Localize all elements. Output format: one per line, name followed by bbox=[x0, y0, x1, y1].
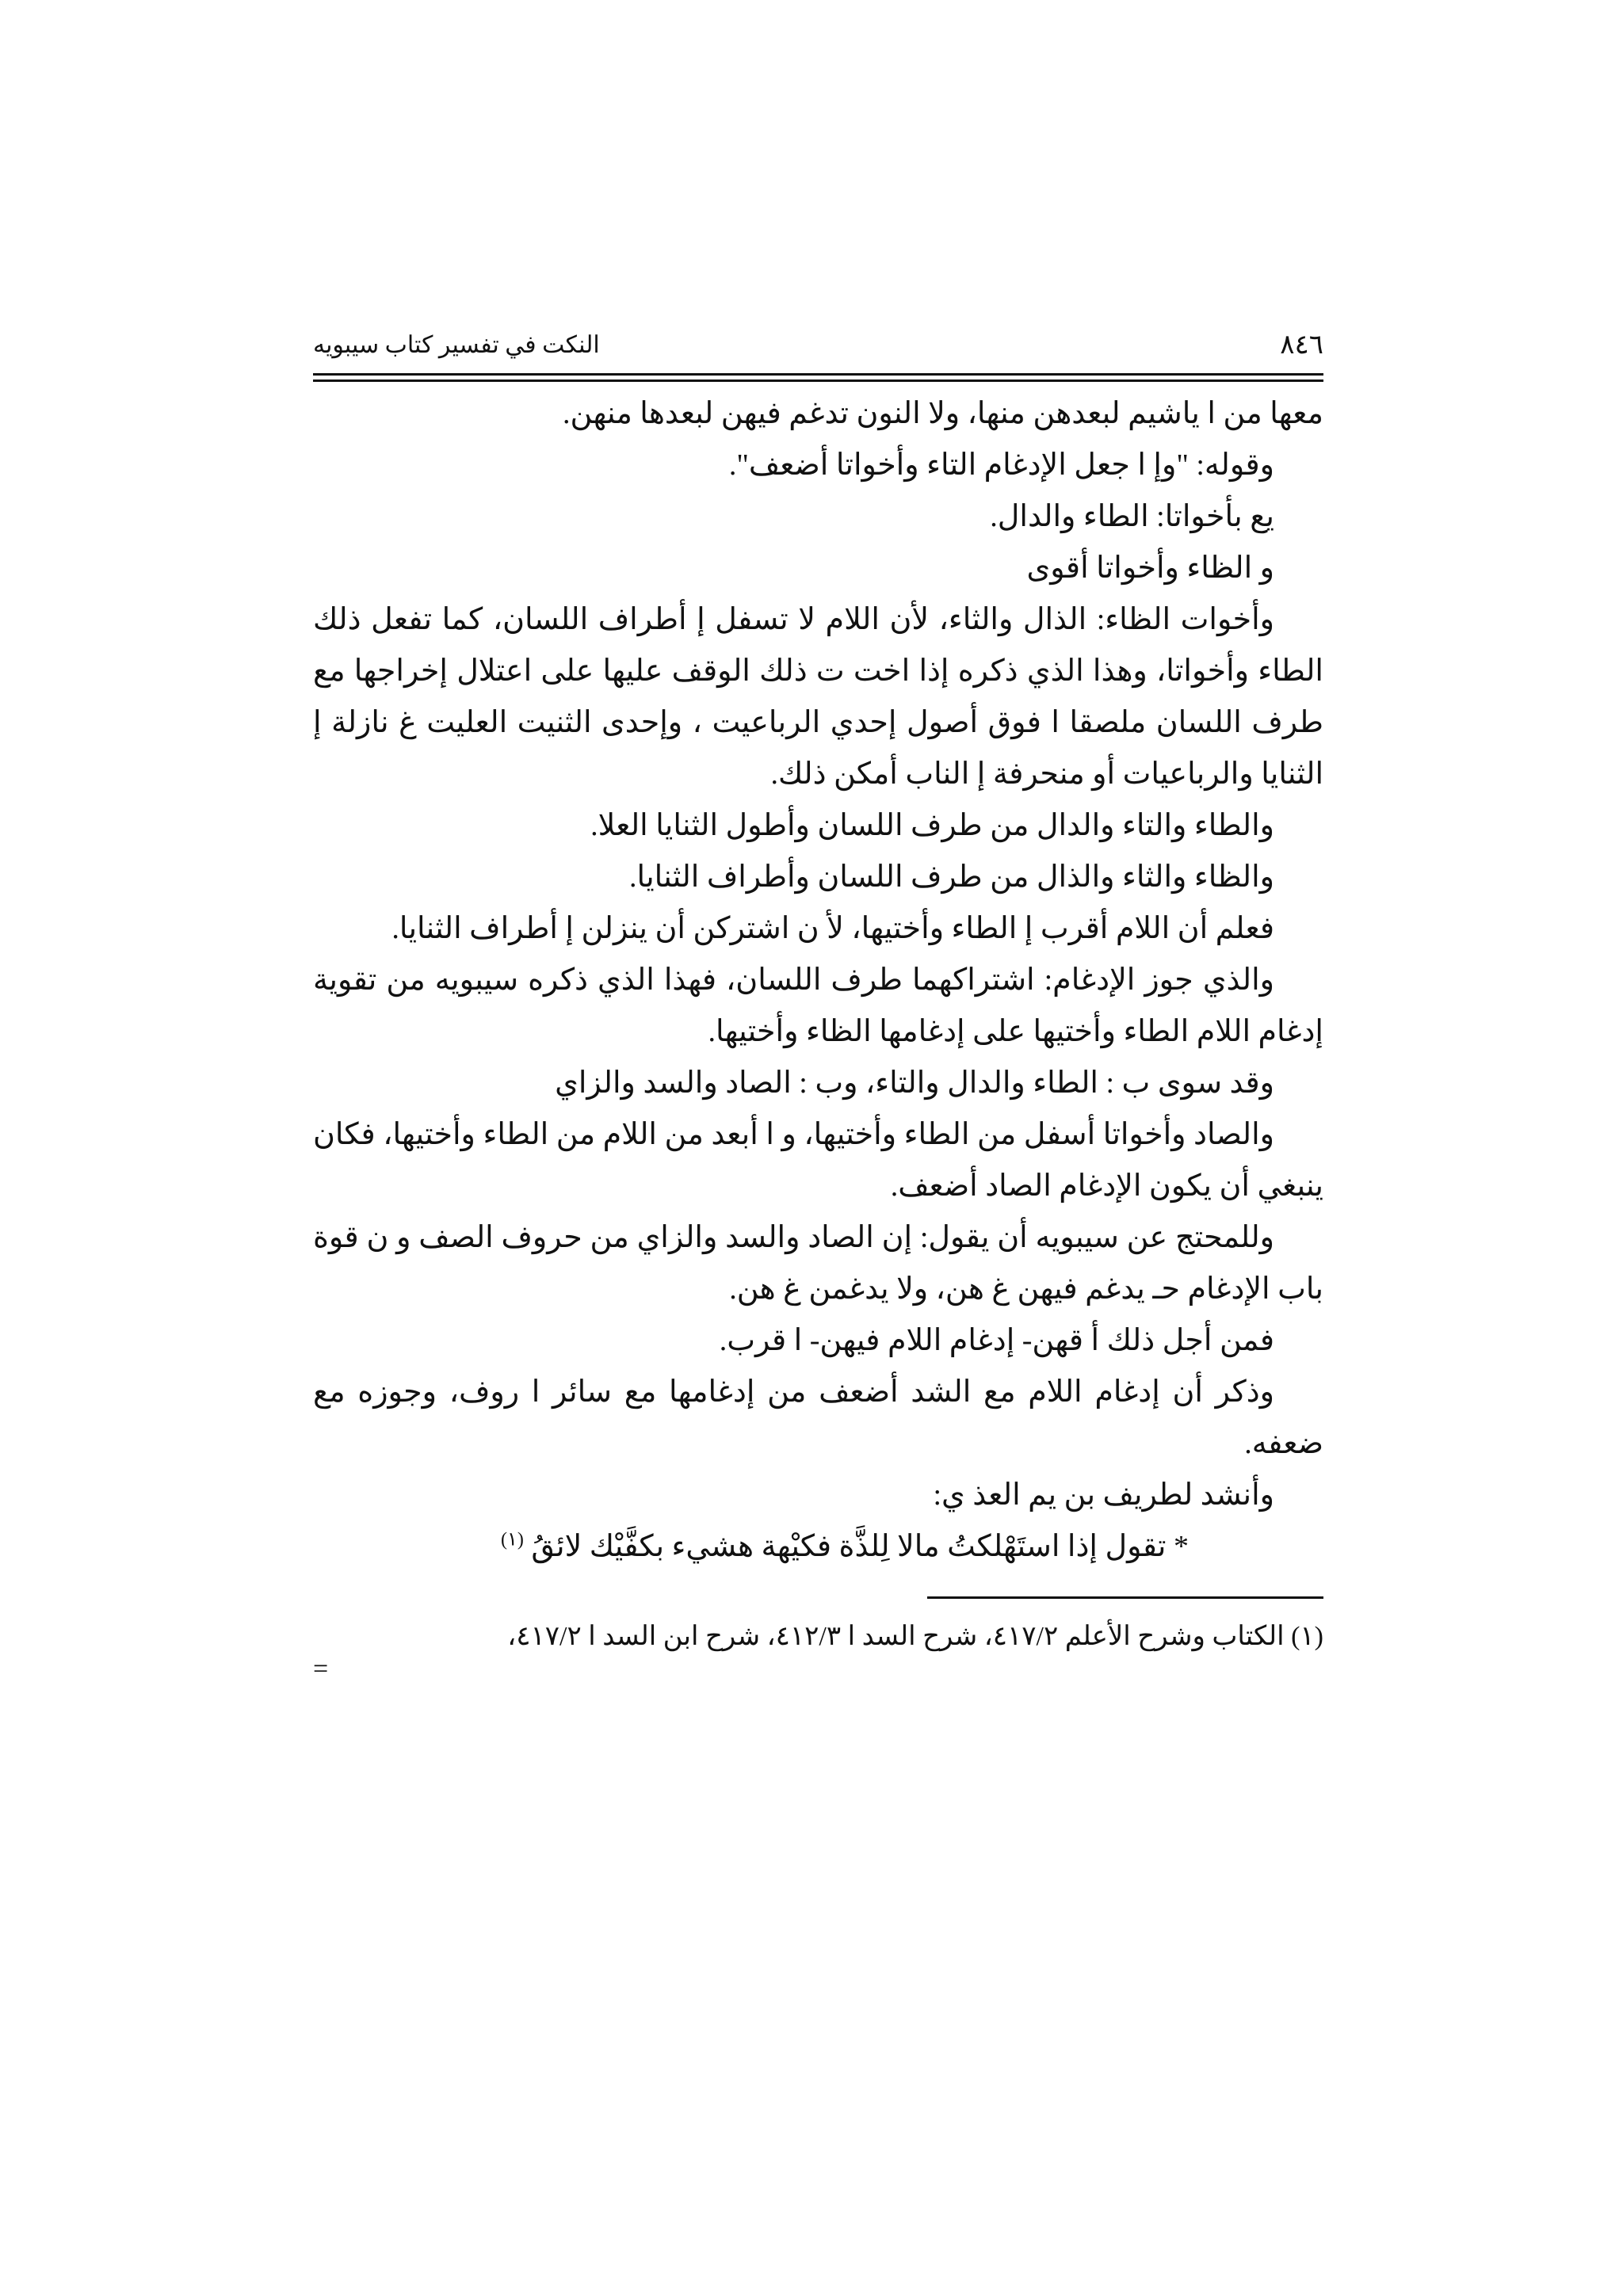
footnote-separator bbox=[927, 1596, 1323, 1599]
paragraph: وذكر أن إدغام اللام مع الشد أضعف من إدغامها مع سائر ا روف، وجوزه مع ضعفه. bbox=[313, 1375, 1323, 1460]
page-header bbox=[313, 321, 1323, 370]
paragraph: و الظاء وأخواتا أقوى bbox=[1026, 551, 1274, 585]
paragraph: وقد سوى ب : الطاء والدال والتاء، وب : الصاد والسد والزاي bbox=[555, 1066, 1274, 1100]
paragraph: والطاء والتاء والدال من طرف اللسان وأطول الثنايا العلا. bbox=[590, 809, 1274, 842]
paragraph: والذي جوز الإدغام: اشتراكهما طرف اللسان، فهذا الذي ذكره سيبويه من تقوية إدغام اللام الطاء وأختيها على إدغامها الظاء وأختيها. bbox=[313, 963, 1323, 1048]
page-number: ٨٤٦ bbox=[1280, 330, 1323, 360]
paragraph: فعلم أن اللام أقرب إ الطاء وأختيها، لأ ن اشتركن أن ينزلن إ أطراف الثنايا. bbox=[391, 912, 1274, 945]
paragraph: يع بأخواتا: الطاء والدال. bbox=[990, 500, 1274, 533]
paragraph: والصاد وأخواتا أسفل من الطاء وأختيها، و ا أبعد من اللام من الطاء وأختيها، فكان ينبغي أن يكون الإدغام الصاد أضعف. bbox=[313, 1118, 1323, 1203]
paragraph: وأنشد لطريف بن يم العذ ي: bbox=[933, 1478, 1274, 1512]
paragraph: وأخوات الظاء: الذال والثاء، لأن اللام لا تسفل إ أطراف اللسان، كما تفعل ذلك الطاء وأخواتا، وهذا الذي ذكره إذا اخت ت ذلك الوقف عليها على اعتلال إخراجها مع طرف اللسان ملصقا ا فوق أصول إحدي الرباعيت ، وإحدى الثنيت العليت غ نازلة إ الثنايا والرباعيات أو منحرفة إ الناب أمكن ذلك. bbox=[313, 603, 1323, 791]
paragraph: معها من ا ياشيم لبعدهن منها، ولا النون تدغم فيهن لبعدها منهن. bbox=[563, 397, 1323, 430]
footnote-reference: (١) bbox=[500, 1529, 524, 1550]
paragraph: فمن أجل ذلك أ قهن- إدغام اللام فيهن- ا قرب. bbox=[719, 1324, 1274, 1357]
main-text bbox=[313, 388, 1323, 1573]
footnote: (١) الكتاب وشرح الأعلم ٤١٧/٢، شرح السد ا ٤١٢/٣، شرح ابن السد ا ٤١٧/٢، bbox=[507, 1622, 1323, 1651]
verse-text: * تقول إذا استَهْلكتُ مالا لِلذَّة فكيْهة هشيء بكفَّيْك لائقُ bbox=[531, 1530, 1189, 1563]
book-page bbox=[313, 321, 1323, 1684]
paragraph: وقوله: "وإ ا جعل الإدغام التاء وأخواتا أضعف". bbox=[728, 448, 1274, 482]
header-double-rule bbox=[313, 373, 1323, 382]
paragraph: وللمحتج عن سيبويه أن يقول: إن الصاد والسد والزاي من حروف الصف و ن قوة باب الإدغام حـ يدغم فيهن غ هن، ولا يدغمن غ هن. bbox=[313, 1221, 1323, 1306]
footnotes bbox=[313, 1616, 1323, 1684]
running-title: النكت في تفسير كتاب سيبويه bbox=[313, 332, 600, 358]
paragraph: والظاء والثاء والذال من طرف اللسان وأطراف الثنايا. bbox=[629, 860, 1274, 894]
verse-line bbox=[313, 1521, 1323, 1573]
continuation-mark: = bbox=[313, 1654, 329, 1684]
